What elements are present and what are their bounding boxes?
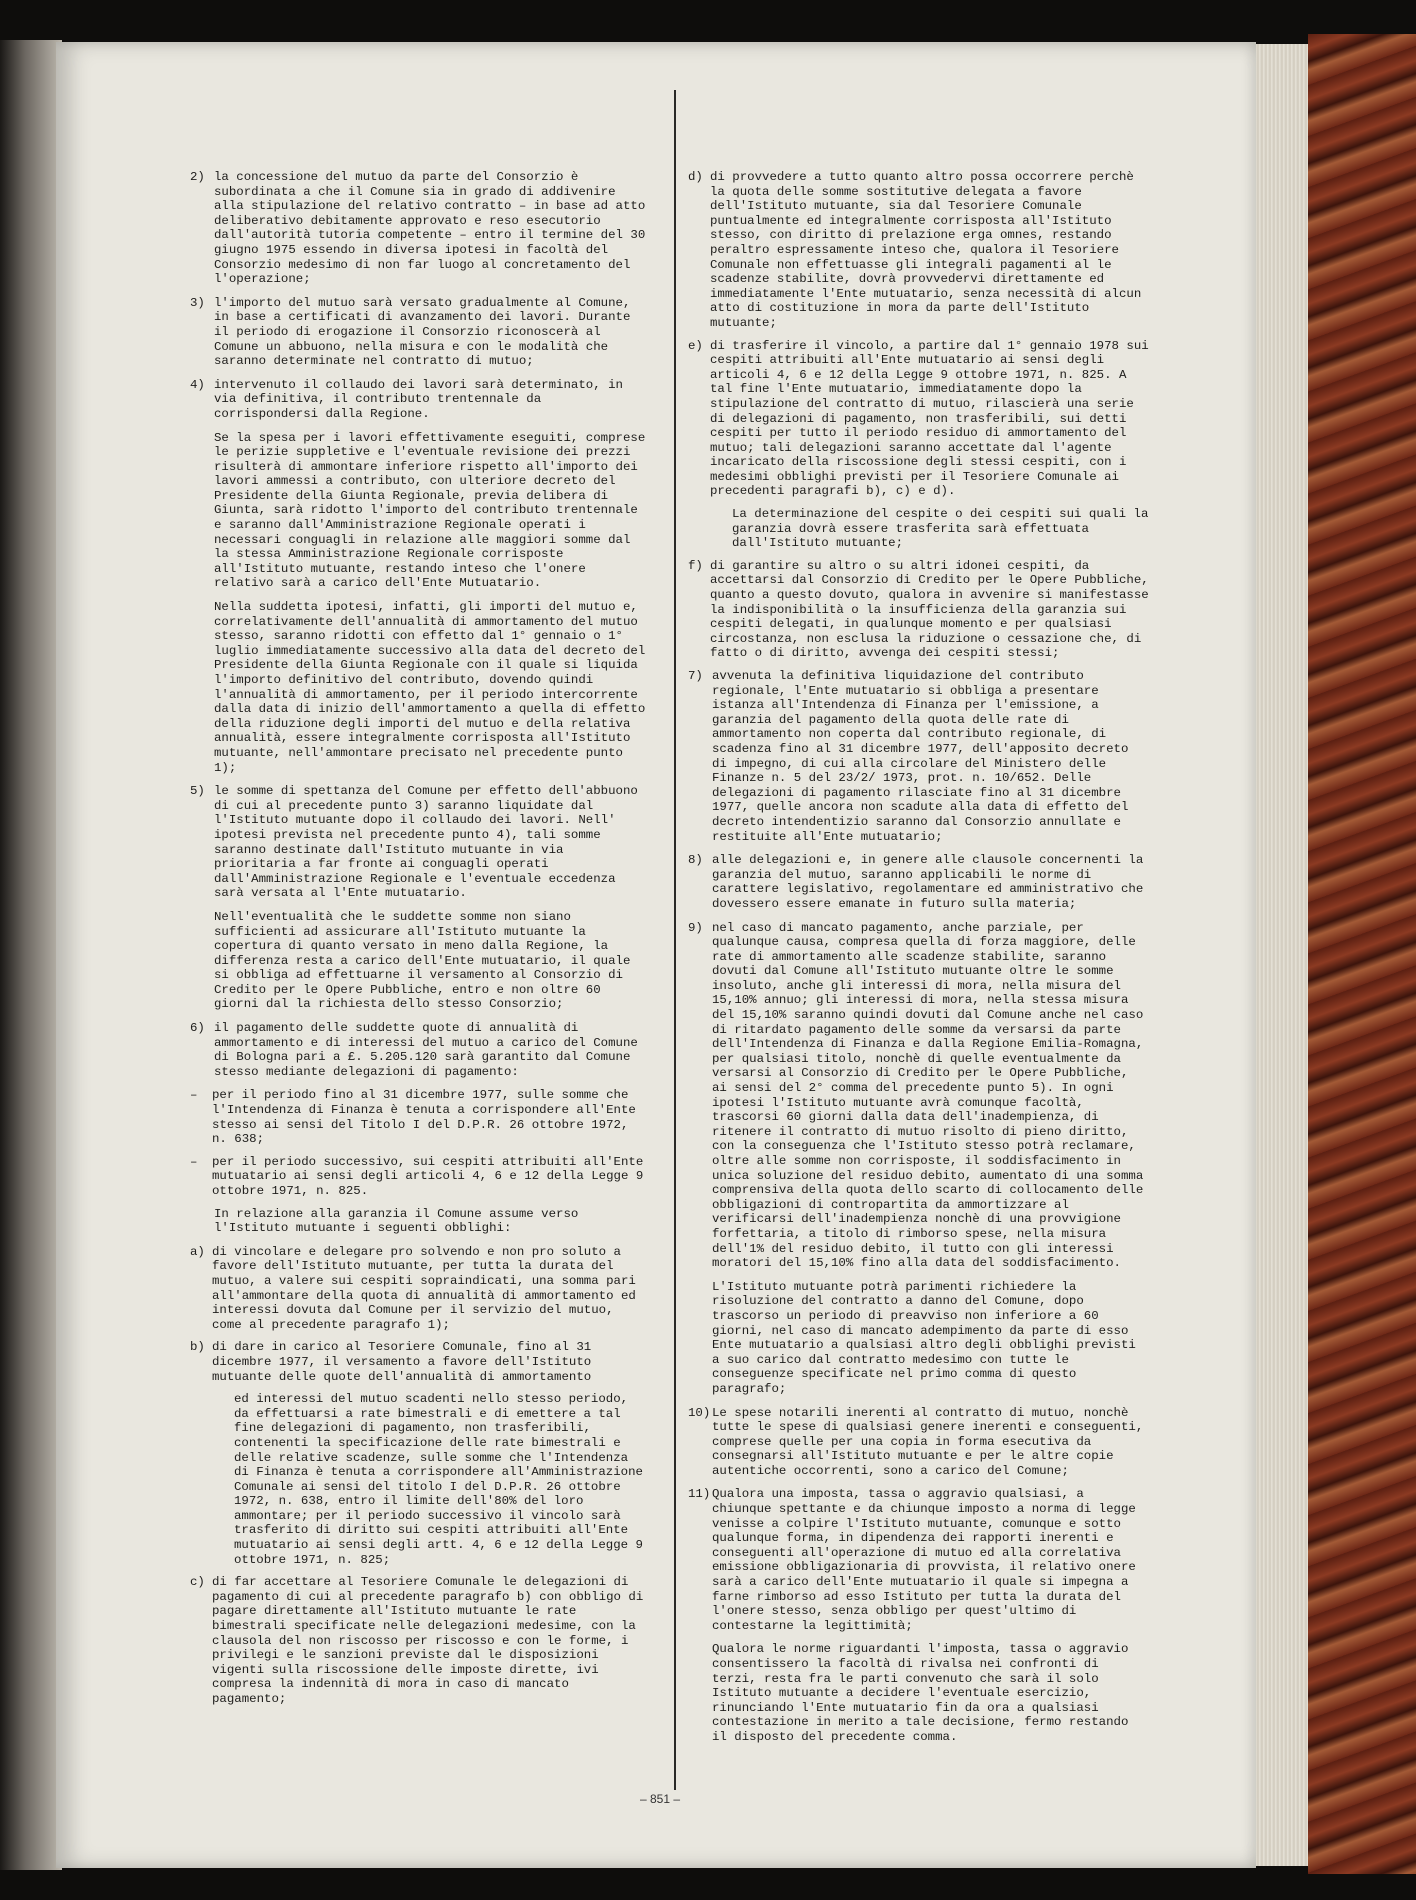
sub-clause-a: a) di vincolare e delegare pro solvendo e non pro soluto a favore dell'Istituto mutuante, per tutta la durata del mutuo, a valere sui cespiti sopraindicati, una somma pari all'ammontare della quota di annualità di ammortamento ed interessi dovuta dal Comune per il servizio del mutuo, come al precedente paragrafo 1);: [190, 1244, 636, 1332]
marbled-cover: [1308, 34, 1416, 1874]
clause-2-text: la concessione del mutuo da parte del Consorzio è subordinata a che il Comune sia in grado di addivenire alla stipulazione del relativo contratto – in base ad atto deliberativo debitamente approvato e reso esecutorio dall'autorità tutoria competente – entro il termine del 30 giugno 1975 essendo in diversa ipotesi in facoltà del Consorzio medesimo di non far luogo al concretamento del l'operazione;: [214, 170, 646, 287]
sub-clause-b-continued: ed interessi del mutuo scadenti nello stesso periodo, da effettuarsi a rate bimestrali e di emettere a tal fine delegazioni di pagamento, non trasferibili, contenenti la specificazione delle rate bimestrali e delle relative scadenze, sulle somme che l'Intendenza di Finanza è tenuta a corrispondere all'Amministrazione Comunale ai sensi del titolo I del D.P.R. 26 ottobre 1972, n. 638, entro il limite dell'80% del loro ammontare; per il periodo successivo il vincolo sarà trasferito di diritto sui cespiti attribuiti all'Ente mutuatario ai sensi degli artt. 4, 6 e 12 della Legge 9 ottobre 1971, n. 825;: [234, 1392, 643, 1567]
clause-9: 9) nel caso di mancato pagamento, anche parziale, per qualunque causa, compresa quella di forza maggiore, delle rate di ammortamento alle scadenze stabilite, saranno dovuti dal Comune all'Istituto mutuante oltre le somme insoluto, anche gli interessi di mora, nella misura del 15,10% annuo; gli interessi di mora, nella stessa misura del 15,10% saranno quindi dovuti dal Comune anche nel caso di ritardato pagamento delle somme da versarsi da parte dell'Intendenza di Finanza e dalla Regione Emilia-Romagna, per qualsiasi titolo, nonchè di quelle eventualmente da versarsi al Consorzio di Credito per le Opere Pubbliche, ai sensi del 2° comma del precedente punto 5). In ogni ipotesi l'Istituto mutuante avrà comunque facoltà, trascorsi 60 giorni dalla data dell'inadempienza, di ritenere il contratto di mutuo risolto di pieno diritto, con la conseguenza che l'Istituto stesso potrà reclamare, oltre alle somme non corrisposte, il soddisfacimento in unica soluzione del residuo debito, aumentato di una somma comprensiva della quota dello scarto di collocamento delle obbligazioni di contropartita da ammortizzare al verificarsi dell'inadempienza nonchè di una provvigione forfettaria, a titolo di rimborso spese, nella misura dell'1% del residuo debito, il tutto con gli interessi moratori del 15,10% fino alla data del soddisfacimento.: [688, 920, 1144, 1271]
clause-5-para-1: Nell'eventualità che le suddette somme non siano sufficienti ad assicurare all'Istituto mutuante la copertura di quanto versato in meno dalla Regione, la differenza resta a carico dell'Ente mutuatario, il quale si obbliga ad effettuarne il versamento al Consorzio di Credito per le Opere Pubbliche, entro e non oltre 60 giorni dal la richiesta dello stesso Consorzio;: [214, 909, 631, 1012]
clause-4-para-2: Nella suddetta ipotesi, infatti, gli importi del mutuo e, correlativamente dell'annualità di ammortamento del mutuo stesso, saranno ridotti con effetto dal 1° gennaio o 1° luglio immediatamente successivo alla data del decreto del Presidente della Giunta Regionale con il quale si liquida l'importo definitivo del contributo, dovendo quindi l'annualità di ammortamento, per il periodo intercorrente dalla data di inizio dell'ammortamento a quella di effetto della riduzione degli importi del mutuo e della relativa annualità, essere integralmente corrisposta all'Istituto mutuante, nell'ammontare precisato nel precedente punto 1);: [214, 600, 646, 775]
clause-11-para-1: Qualora le norme riguardanti l'imposta, tassa o aggravio consentissero la facoltà di rivalsa nei confronti di terzi, resta fra le parti convenuto che sarà il solo Istituto mutuante a decidere l'eventuale esercizio, rinunciando l'Ente mutuatario fin da ora a qualsiasi contestazione in merito a tale decisione, fermo restando il disposto del precedente comma.: [712, 1642, 1129, 1744]
sub-clause-c: c) di far accettare al Tesoriere Comunale le delegazioni di pagamento di cui al precedente paragrafo b) con obbligo di pagare direttamente all'Istituto mutuante le rate bimestrali specificate nelle delegazioni medesime, con la clausola del non riscosso per riscosso e con le forme, i privilegi e le sanzioni previste dal le disposizioni vigenti sulla riscossione delle imposte dirette, ivi compresa la indennità di mora in caso di mancato pagamento;: [190, 1575, 644, 1706]
sub-clause-b: b) di dare in carico al Tesoriere Comunale, fino al 31 dicembre 1977, il versamento a favore dell'Istituto mutuante delle quote dell'annualità di ammortamento: [190, 1340, 592, 1384]
clause-3-text: l'importo del mutuo sarà versato gradualmente al Comune, in base a certificati di avanzamento dei lavori. Durante il periodo di erogazione il Consorzio riconoscerà al Comune un abbuono, nella misura e con le modalità che saranno determinate nel contratto di mutuo;: [214, 295, 631, 369]
clause-6-dash-1: – per il periodo fino al 31 dicembre 1977, sulle somme che l'Intendenza di Finanza è tenuta a corrispondere all'Ente stesso ai sensi del Titolo I del D.P.R. 26 ottobre 1972, n. 638;: [190, 1088, 636, 1147]
clause-5-text: le somme di spettanza del Comune per effetto dell'abbuono di cui al precedente punto 3) saranno liquidate dal l'Istituto mutuante dopo il collaudo dei lavori. Nell' ipotesi prevista nel precedente punto 4), tali somme saranno destinate dall'Istituto mutuante in via prioritaria a far fronte ai conguagli operati dall'Amministrazione Regionale e l'eventuale eccedenza sarà versata al l'Ente mutuatario.: [214, 784, 638, 901]
clause-8: 8) alle delegazioni e, in genere alle clausole concernenti la garanzia del mutuo, saranno applicabili le norme di carattere legislativo, regolamentare ed amministrativo che dovessero essere emanate in futuro sulla materia;: [688, 853, 1144, 911]
clause-5: 5) le somme di spettanza del Comune per effetto dell'abbuono di cui al precedente punto 3) saranno liquidate dal l'Istituto mutuante dopo il collaudo dei lavori. Nell' ipotesi prevista nel precedente punto 4), tali somme saranno destinate dall'Istituto mutuante in via prioritaria a far fronte ai conguagli operati dall'Amministrazione Regionale e l'eventuale eccedenza sarà versata al l'Ente mutuatario.: [190, 784, 638, 901]
sub-clause-d: d) di provvedere a tutto quanto altro possa occorrere perchè la quota delle somme sostitutive delegata a favore dell'Istituto mutuante, sia dal Tesoriere Comunale puntualmente ed integralmente corrisposta all'Istituto stesso, con diritto di prelazione erga omnes, restando peraltro espressamente inteso che, qualora il Tesoriere Comunale non effettuasse gli integrali pagamenti al le scadenze stabilite, dovrà provvedervi direttamente ed immediatamente l'Ente mutuatario, senza necessità di alcun atto di costituzione in mora da parte dell'Istituto mutuante;: [688, 170, 1142, 330]
sub-clause-e: e) di trasferire il vincolo, a partire dal 1° gennaio 1978 sui cespiti attribuiti all'Ente mutuatario ai sensi degli articoli 4, 6 e 12 della Legge 9 ottobre 1971, n. 825. A tal fine l'Ente mutuatario, immediatamente dopo la stipulazione del contratto di mutuo, rilascierà una serie di delegazioni di pagamento, non trasferibili, sui detti cespiti per tutto il periodo residuo di ammortamento del mutuo; tali delegazioni saranno accettate dal l'agente incaricato della riscossione degli stessi cespiti, con i medesimi obblighi previsti per il Tesoriere Comunale ai precedenti paragrafi b), c) e d).: [688, 338, 1149, 499]
clause-9-para-1: L'Istituto mutuante potrà parimenti richiedere la risoluzione del contratto a danno del Comune, dopo trascorso un periodo di preavviso non inferiore a 60 giorni, nel caso di mancato adempimento da parte di esso Ente mutuatario a qualsiasi altro degli obblighi previsti a suo carico dal contratto medesimo con tutte le conseguenze specificate nel primo comma di questo paragrafo;: [712, 1279, 1136, 1396]
book-spine: [0, 40, 62, 1870]
clause-4-para-1: Se la spesa per i lavori effettivamente eseguiti, comprese le perizie suppletive e l'eventuale revisione dei prezzi risulterà di ammontare inferiore rispetto all'importo dei lavori ammessi a contributo, con ulteriore decreto del Presidente della Giunta Regionale, previa delibera di Giunta, sarà ridotto l'importo del contributo trentennale e saranno dall'Amministrazione Regionale operati i necessari conguagli in relazione alle maggiori somme dal la stessa Amministrazione Regionale corrisposte all'Istituto mutuante, restando inteso che l'onere relativo sarà a carico dell'Ente Mutuatario.: [214, 430, 646, 591]
clause-6: 6) il pagamento delle suddette quote di annualità di ammortamento e di interessi del mutuo a carico del Comune di Bologna pari a £. 5.205.120 sarà garantito dal Comune stesso mediante delegazioni di pagamento:: [190, 1021, 638, 1079]
clause-11: 11) Qualora una imposta, tassa o aggravio qualsiasi, a chiunque spettante e da chiunque imposto a norma di legge venisse a colpire l'Istituto mutuante, comunque e sotto qualunque forma, in dipendenza dei rapporti inerenti e conseguenti all'operazione di mutuo ed alla correlativa emissione obbligazionaria di provvista, il relativo onere sarà a carico dell'Ente mutuatario il quale si impegna a farne rimborso ad esso Istituto per tutta la durata del l'onere stesso, senza obbligo per quest'ultimo di contestarne la legittimità;: [688, 1487, 1136, 1633]
page-edges: [1256, 44, 1310, 1866]
clause-10: 10) Le spese notarili inerenti al contratto di mutuo, nonchè tutte le spese di qualsiasi genere inerenti e conseguenti, comprese quelle per una copia in forma esecutiva da consegnarsi all'Istituto mutuante e per le altre copie autentiche occorrenti, sono a carico del Comune;: [688, 1405, 1144, 1478]
sub-clause-e-continued: La determinazione del cespite o dei cespiti sui quali la garanzia dovrà essere trasferita sarà effettuata dall'Istituto mutuante;: [732, 507, 1149, 551]
left-column: [190, 170, 650, 1715]
page-number: – 851 –: [640, 1792, 681, 1806]
clause-4-text: intervenuto il collaudo dei lavori sarà determinato, in via definitiva, il contributo trentennale da corrispondersi dalla Regione.: [214, 377, 623, 421]
column-divider: [674, 90, 676, 1790]
clause-4: 4) intervenuto il collaudo dei lavori sarà determinato, in via definitiva, il contributo trentennale da corrispondersi dalla Regione.: [190, 377, 623, 421]
clause-6-text: il pagamento delle suddette quote di annualità di ammortamento e di interessi del mutuo a carico del Comune di Bologna pari a £. 5.205.120 sarà garantito dal Comune stesso mediante delegazioni di pagamento:: [214, 1021, 638, 1079]
clause-7: 7) avvenuta la definitiva liquidazione del contributo regionale, l'Ente mutuatario si obbliga a presentare istanza all'Intendenza di Finanza per l'emissione, a garanzia del pagamento della quota delle rate di ammortamento non coperta dal contributo regionale, di scadenza fino al 31 dicembre 1977, dell'apposito decreto di impegno, di cui alla circolare del Ministero delle Finanze n. 5 del 23/2/ 1973, prot. n. 10/652. Delle delegazioni di pagamento rilasciate fino al 31 dicembre 1977, quelle ancora non scadute alla data di effetto del decreto intendentizio saranno dal Consorzio annullate e restituite all'Ente mutuatario;: [688, 669, 1129, 844]
clause-6-para-1: In relazione alla garanzia il Comune assume verso l'Istituto mutuante i seguenti obblighi:: [214, 1206, 579, 1236]
right-column: [688, 170, 1150, 1754]
clause-6-dash-2: – per il periodo successivo, sui cespiti attribuiti all'Ente mutuatario ai sensi degli articoli 4, 6 e 12 della Legge 9 ottobre 1971, n. 825.: [190, 1154, 644, 1198]
sub-clause-f: f) di garantire su altro o su altri idonei cespiti, da accettarsi dal Consorzio di Credito per le Opere Pubbliche, quanto a questo dovuto, qualora in avvenire si manifestasse la indisponibilità o la insufficienza della garanzia sui cespiti delegati, in qualunque momento e per qualsiasi circostanza, non esclusa la riduzione o cessazione che, di fatto o di diritto, avvenga dei cespiti stessi;: [688, 558, 1149, 661]
clause-2: 2) la concessione del mutuo da parte del Consorzio è subordinata a che il Comune sia in grado di addivenire alla stipulazione del relativo contratto – in base ad atto deliberativo debitamente approvato e reso esecutorio dall'autorità tutoria competente – entro il termine del 30 giugno 1975 essendo in diversa ipotesi in facoltà del Consorzio medesimo di non far luogo al concretamento del l'operazione;: [190, 170, 646, 287]
clause-3: 3) l'importo del mutuo sarà versato gradualmente al Comune, in base a certificati di avanzamento dei lavori. Durante il periodo di erogazione il Consorzio riconoscerà al Comune un abbuono, nella misura e con le modalità che saranno determinate nel contratto di mutuo;: [190, 295, 631, 369]
